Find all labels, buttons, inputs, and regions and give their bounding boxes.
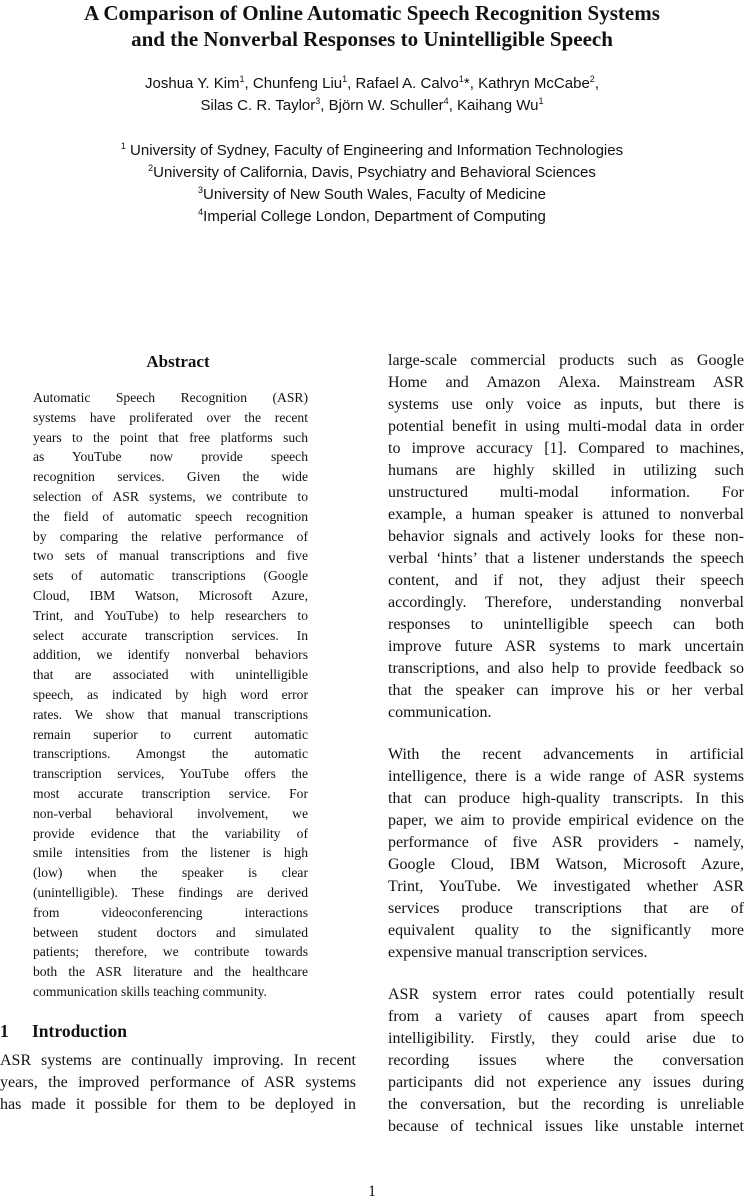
text-line: humans are highly skilled in utilizing such	[388, 462, 744, 479]
affiliation-list	[0, 140, 744, 228]
author-name: Joshua Y. Kim	[145, 75, 240, 92]
text-line: selection of ASR systems, we contribute to	[33, 488, 308, 504]
affiliation-marker: 2	[148, 163, 154, 173]
page-number: 1	[368, 1183, 376, 1200]
text-line: between student doctors and simulated	[33, 924, 308, 940]
author-line-1	[0, 73, 744, 95]
text-line: systems have proliferated over the recent	[33, 409, 308, 425]
text-line: performance of five ASR providers - namely,	[388, 834, 744, 851]
author-affil-marker: 1	[458, 74, 464, 84]
text-line: large-scale commercial products such as Google	[388, 352, 744, 369]
text-line: recognition services. Given the wide	[33, 469, 308, 485]
text-line: has made it possible for them to be deployed in	[0, 1096, 356, 1113]
author-separator: ,	[594, 75, 599, 92]
affiliation	[0, 206, 744, 228]
text-line: addition, we identify nonverbal behaviors	[33, 647, 308, 663]
affiliation	[0, 162, 744, 184]
introduction-paragraph	[0, 1050, 356, 1116]
text-line: provide evidence that the variability of	[33, 825, 308, 841]
text-line: the field of automatic speech recognition	[33, 508, 308, 524]
author-name: , Kathryn McCabe	[469, 75, 590, 92]
paragraph	[388, 984, 744, 1138]
text-line: Google Cloud, IBM Watson, Microsoft Azure,	[388, 856, 744, 873]
affiliation-marker: 1	[120, 141, 126, 151]
text-line: ASR system error rates could potentially result	[388, 986, 744, 1003]
text-line: content, and if not, they adjust their speech	[388, 572, 744, 589]
text-line: communication.	[388, 704, 492, 721]
text-line: Trint, and YouTube) to help researchers to	[33, 607, 308, 623]
text-line: recording issues where the conversation	[388, 1052, 744, 1069]
abstract-body	[33, 388, 308, 1002]
text-line: rates. We show that manual transcriptions	[33, 706, 308, 722]
section-heading-introduction	[0, 1020, 127, 1042]
text-line: that can produce high-quality transcripts. In this	[388, 790, 744, 807]
text-line: years, the improved performance of ASR systems	[0, 1074, 356, 1091]
text-line: that are associated with unintelligible	[33, 667, 308, 683]
author-name: , Björn W. Schuller	[320, 97, 444, 114]
text-line: from videoconferencing interactions	[33, 904, 308, 920]
text-line: behavior signals and actively looks for these non-	[388, 528, 744, 545]
author-affil-marker: 1	[342, 74, 348, 84]
text-line: smile intensities from the listener is high	[33, 845, 308, 861]
text-line: systems use only voice as inputs, but there is	[388, 396, 744, 413]
text-line: because of technical issues like unstable internet	[388, 1118, 744, 1135]
text-line: unstructured multi-modal information. For	[388, 484, 744, 501]
text-line: Trint, YouTube. We investigated whether ASR	[388, 878, 744, 895]
author-affil-marker: 1	[538, 96, 544, 106]
text-line: intelligibility. Firstly, they could arise due to	[388, 1030, 744, 1047]
text-line: (low) when the speaker is clear	[33, 865, 308, 881]
text-line: most accurate transcription service. For	[33, 785, 308, 801]
author-affil-marker: 1	[239, 74, 245, 84]
text-line: example, a human speaker is attuned to nonverbal	[388, 506, 744, 523]
affiliation-marker: 4	[198, 207, 204, 217]
paragraph	[388, 350, 744, 724]
text-line: equivalent quality to the significantly more	[388, 922, 744, 939]
section-title: Introduction	[32, 1021, 127, 1041]
text-line: (unintelligible). These findings are derived	[33, 884, 308, 900]
text-line: sets of automatic transcriptions (Google	[33, 568, 308, 584]
text-line: Cloud, IBM Watson, Microsoft Azure,	[33, 587, 308, 603]
text-line: responses to unintelligible speech can both	[388, 616, 744, 633]
text-line: communication skills teaching community.	[33, 983, 267, 999]
text-line: non-verbal behavioral involvement, we	[33, 805, 308, 821]
paragraph-gap	[388, 964, 744, 984]
text-line: Home and Amazon Alexa. Mainstream ASR	[388, 374, 744, 391]
text-line: transcriptions, and also help to provide feedback so	[388, 660, 744, 677]
title-line-1: A Comparison of Online Automatic Speech Recognition Systems	[84, 1, 660, 25]
text-line: accordingly. Therefore, understanding nonverbal	[388, 594, 744, 611]
paper-title	[0, 0, 744, 52]
text-line: transcriptions. Amongst the automatic	[33, 746, 308, 762]
section-number: 1	[0, 1021, 9, 1041]
affiliation-text: University of Sydney, Faculty of Engineering and Information Technologies	[125, 142, 624, 159]
text-line: years to the point that free platforms such	[33, 429, 308, 445]
text-line: intelligence, there is a wide range of ASR systems	[388, 768, 744, 785]
corresponding-author-mark: *	[463, 75, 470, 92]
text-line: participants did not experience any issues during	[388, 1074, 744, 1091]
text-line: services produce transcriptions that are of	[388, 900, 744, 917]
text-line: With the recent advancements in artificial	[388, 746, 744, 763]
right-column	[388, 350, 744, 1138]
author-affil-marker: 4	[443, 96, 449, 106]
author-affil-marker: 3	[315, 96, 321, 106]
author-name: , Chunfeng Liu	[244, 75, 343, 92]
text-line: speech, as indicated by high word error	[33, 686, 308, 702]
paragraph-gap	[388, 724, 744, 744]
text-line: ASR systems are continually improving. In recent	[0, 1052, 356, 1069]
text-line: as YouTube now provide speech	[33, 449, 308, 465]
text-line: expensive manual transcription services.	[388, 944, 648, 961]
text-line: Automatic Speech Recognition (ASR)	[33, 390, 308, 405]
text-line: select accurate transcription services. In	[33, 627, 308, 643]
affiliation-text: Imperial College London, Department of Computing	[203, 208, 546, 225]
paragraph	[388, 744, 744, 964]
text-line: potential benefit in using multi-modal data in order	[388, 418, 744, 435]
author-name: , Rafael A. Calvo	[347, 75, 459, 92]
author-name: , Kaihang Wu	[448, 97, 539, 114]
text-line: transcription services, YouTube offers the	[33, 766, 308, 782]
text-line: patients; therefore, we contribute towards	[33, 944, 308, 960]
text-line: verbal ‘hints’ that a listener understands the speech	[388, 550, 744, 567]
affiliation	[0, 140, 744, 162]
abstract-heading: Abstract	[146, 352, 210, 371]
affiliation	[0, 184, 744, 206]
affiliation-text: University of New South Wales, Faculty of Medicine	[203, 186, 546, 203]
text-line: to improve accuracy [1]. Compared to machines,	[388, 440, 744, 457]
text-line: by comparing the relative performance of	[33, 528, 308, 544]
title-line-2: and the Nonverbal Responses to Unintelligible Speech	[131, 27, 613, 51]
affiliation-marker: 3	[198, 185, 204, 195]
text-line: from a variety of causes apart from speech	[388, 1008, 744, 1025]
text-line: two sets of manual transcriptions and five	[33, 548, 308, 564]
text-line: that the speaker can improve his or her verbal	[388, 682, 744, 699]
text-line: improve future ASR systems to mark uncertain	[388, 638, 744, 655]
text-line: both the ASR literature and the healthcare	[33, 964, 308, 980]
affiliation-text: University of California, Davis, Psychiatry and Behavioral Sciences	[153, 164, 596, 181]
author-name: Silas C. R. Taylor	[200, 97, 316, 114]
author-list	[0, 73, 744, 117]
text-line: the conversation, but the recording is unreliable	[388, 1096, 744, 1113]
author-affil-marker: 2	[589, 74, 595, 84]
author-line-2	[0, 95, 744, 117]
text-line: paper, we aim to provide empirical evidence on the	[388, 812, 744, 829]
text-line: remain superior to current automatic	[33, 726, 308, 742]
